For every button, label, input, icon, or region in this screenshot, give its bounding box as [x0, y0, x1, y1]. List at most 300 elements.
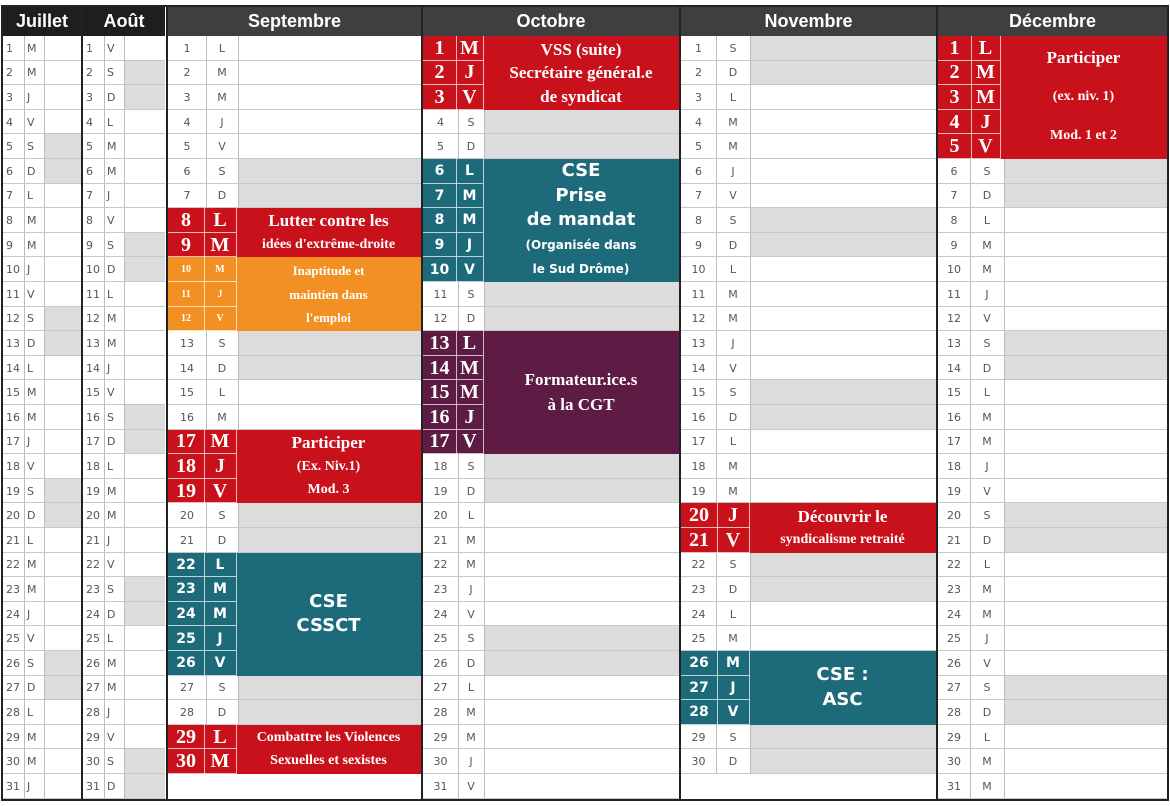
- event-divider: [204, 651, 205, 676]
- cell-divider: [24, 208, 25, 233]
- cell-divider: [238, 503, 239, 528]
- column-border: [936, 6, 938, 799]
- cell-divider: [206, 184, 207, 209]
- cell-divider: [24, 405, 25, 430]
- cell-divider: [716, 159, 717, 184]
- day-number: 23: [691, 582, 706, 596]
- day-number: 27: [947, 681, 961, 695]
- cell-divider: [24, 36, 25, 61]
- cell-divider: [124, 651, 125, 676]
- cell-divider: [716, 36, 717, 61]
- cell-divider: [1004, 356, 1005, 381]
- event-divider: [456, 36, 457, 61]
- weekend-cell: [124, 749, 165, 774]
- day-number: 3: [183, 90, 191, 104]
- day-number: 5: [183, 140, 191, 154]
- cell-divider: [484, 577, 485, 602]
- cell-divider: [716, 85, 717, 110]
- cell-divider: [238, 85, 239, 110]
- day-number: 28: [6, 705, 20, 719]
- event-divider: [204, 430, 205, 455]
- event-day-number: 16: [429, 405, 450, 428]
- cell-divider: [484, 134, 485, 159]
- cell-divider: [104, 159, 105, 184]
- weekend-cell: [44, 651, 81, 676]
- weekday-letter: L: [983, 730, 991, 744]
- event-weekday: M: [215, 264, 225, 276]
- event-title: [236, 208, 421, 257]
- day-number: 12: [691, 312, 706, 326]
- cell-divider: [750, 307, 751, 332]
- weekday-letter: M: [982, 263, 992, 277]
- weekday-letter: M: [27, 558, 37, 572]
- cell-divider: [1004, 184, 1005, 209]
- weekday-letter: M: [107, 312, 117, 326]
- event-day-number: 3: [949, 85, 960, 108]
- event-title-line: à la CGT: [547, 394, 615, 414]
- day-number: 28: [947, 705, 961, 719]
- day-number: 11: [691, 287, 706, 301]
- weekday-letter: M: [27, 386, 37, 400]
- cell-divider: [1004, 626, 1005, 651]
- weekday-letter: S: [467, 115, 475, 129]
- cell-divider: [458, 553, 459, 578]
- weekday-letter: J: [107, 361, 111, 375]
- day-number: 20: [86, 509, 100, 523]
- cell-divider: [458, 503, 459, 528]
- weekday-letter: M: [982, 607, 992, 621]
- weekend-cell: [1004, 184, 1167, 209]
- weekday-letter: D: [217, 705, 227, 719]
- weekday-letter: M: [982, 435, 992, 449]
- cell-divider: [44, 503, 45, 528]
- cell-divider: [104, 331, 105, 356]
- day-number: 4: [6, 115, 13, 129]
- cell-divider: [44, 479, 45, 504]
- cell-divider: [484, 454, 485, 479]
- weekday-letter: J: [731, 164, 735, 178]
- cell-divider: [24, 528, 25, 553]
- day-number: 19: [691, 484, 706, 498]
- cell-divider: [104, 503, 105, 528]
- cell-divider: [750, 749, 751, 774]
- day-number: 19: [86, 484, 100, 498]
- event-day-number: 4: [949, 110, 960, 133]
- cell-divider: [124, 553, 125, 578]
- day-number: 18: [6, 459, 20, 473]
- event-day-number: 29: [176, 725, 196, 748]
- cell-divider: [750, 282, 751, 307]
- event-day-number: 19: [176, 479, 196, 502]
- event-day-number: 28: [689, 704, 709, 721]
- event-divider: [456, 331, 457, 356]
- event-divider: [168, 675, 236, 676]
- cell-divider: [44, 553, 45, 578]
- cell-divider: [970, 626, 971, 651]
- cell-divider: [458, 454, 459, 479]
- cell-divider: [44, 233, 45, 258]
- cell-divider: [484, 553, 485, 578]
- cell-divider: [24, 85, 25, 110]
- cell-divider: [44, 577, 45, 602]
- day-number: 13: [86, 336, 100, 350]
- event-weekday: M: [726, 655, 740, 672]
- cell-divider: [716, 331, 717, 356]
- event-day-number: 1: [949, 36, 960, 59]
- weekend-cell: [124, 233, 165, 258]
- event-divider: [717, 700, 718, 725]
- event-day-number: 7: [434, 187, 445, 204]
- cell-divider: [970, 553, 971, 578]
- event-weekday: M: [462, 212, 477, 229]
- day-number: 23: [6, 582, 20, 596]
- weekday-letter: S: [27, 484, 34, 498]
- weekend-cell: [1004, 356, 1167, 381]
- weekday-letter: V: [467, 779, 475, 793]
- weekday-letter: D: [466, 656, 476, 670]
- cell-divider: [716, 725, 717, 750]
- weekend-cell: [1004, 528, 1167, 553]
- day-number: 14: [947, 361, 961, 375]
- weekday-letter: S: [467, 632, 475, 646]
- weekday-letter: S: [107, 238, 114, 252]
- cell-divider: [1004, 774, 1005, 799]
- weekday-letter: V: [27, 287, 35, 301]
- weekend-cell: [484, 307, 679, 332]
- cell-divider: [458, 307, 459, 332]
- event-day-number: 17: [429, 430, 450, 453]
- event-divider: [204, 479, 205, 504]
- weekday-letter: S: [729, 213, 737, 227]
- cell-divider: [716, 61, 717, 86]
- event-weekday: L: [465, 163, 474, 180]
- event-weekday: M: [460, 381, 479, 404]
- weekday-letter: J: [985, 459, 989, 473]
- event-day-number: 27: [689, 679, 709, 696]
- cell-divider: [206, 676, 207, 701]
- event-weekday: J: [217, 288, 223, 300]
- cell-divider: [970, 454, 971, 479]
- cell-divider: [24, 134, 25, 159]
- day-number: 15: [947, 386, 961, 400]
- event-divider: [204, 725, 205, 750]
- cell-divider: [44, 774, 45, 799]
- cell-divider: [124, 110, 125, 135]
- weekday-letter: D: [217, 189, 227, 203]
- event-divider: [938, 158, 1000, 159]
- cell-divider: [104, 85, 105, 110]
- event-weekday: M: [213, 606, 227, 623]
- day-number: 1: [86, 41, 93, 55]
- cell-divider: [206, 159, 207, 184]
- cell-divider: [24, 626, 25, 651]
- cell-divider: [24, 774, 25, 799]
- cell-divider: [104, 553, 105, 578]
- weekday-letter: D: [107, 263, 116, 277]
- event-divider: [456, 184, 457, 209]
- weekday-letter: S: [107, 755, 114, 769]
- cell-divider: [716, 208, 717, 233]
- cell-divider: [716, 553, 717, 578]
- weekday-letter: L: [107, 459, 114, 473]
- day-number: 7: [183, 189, 191, 203]
- cell-divider: [1004, 577, 1005, 602]
- cell-divider: [970, 430, 971, 455]
- day-number: 20: [947, 509, 961, 523]
- weekday-letter: J: [107, 705, 111, 719]
- cell-divider: [750, 331, 751, 356]
- weekday-letter: M: [107, 164, 117, 178]
- day-number: 8: [86, 213, 93, 227]
- day-number: 11: [433, 287, 448, 301]
- cell-divider: [484, 749, 485, 774]
- weekday-letter: S: [729, 558, 737, 572]
- event-weekday: J: [215, 454, 225, 477]
- cell-divider: [206, 110, 207, 135]
- day-number: 26: [947, 656, 961, 670]
- event-day-number: 1: [434, 36, 445, 59]
- day-number: 16: [86, 410, 100, 424]
- event-weekday: M: [462, 187, 477, 204]
- day-number: 28: [433, 705, 448, 719]
- event-divider: [717, 651, 718, 676]
- day-number: 29: [691, 730, 706, 744]
- event-title-line: Sexuelles et sexistes: [270, 753, 387, 769]
- weekday-letter: M: [728, 484, 738, 498]
- weekend-cell: [124, 577, 165, 602]
- weekday-letter: D: [982, 361, 992, 375]
- weekend-cell: [484, 134, 679, 159]
- event-weekday: V: [725, 528, 741, 551]
- day-number: 20: [433, 509, 448, 523]
- cell-divider: [1004, 233, 1005, 258]
- day-number: 2: [695, 66, 702, 80]
- day-number: 7: [695, 189, 702, 203]
- event-title: [749, 651, 936, 725]
- cell-divider: [124, 36, 125, 61]
- weekday-letter: L: [107, 115, 114, 129]
- weekday-letter: J: [469, 755, 473, 769]
- weekend-cell: [750, 61, 936, 86]
- event-weekday: M: [976, 85, 995, 108]
- event-divider: [204, 233, 205, 258]
- weekday-letter: L: [27, 705, 34, 719]
- event-weekday: J: [730, 679, 736, 696]
- cell-divider: [970, 257, 971, 282]
- cell-divider: [458, 528, 459, 553]
- day-number: 28: [180, 705, 194, 719]
- cell-divider: [1004, 725, 1005, 750]
- weekday-letter: S: [983, 336, 991, 350]
- cell-divider: [24, 430, 25, 455]
- cell-divider: [24, 725, 25, 750]
- cell-divider: [238, 700, 239, 725]
- weekend-cell: [750, 36, 936, 61]
- event-title-line: Participer: [291, 433, 366, 453]
- event-weekday: V: [216, 313, 224, 325]
- cell-divider: [24, 503, 25, 528]
- cell-divider: [458, 651, 459, 676]
- event-divider: [456, 85, 457, 110]
- event-divider: [168, 773, 236, 774]
- event-day-number: 26: [689, 655, 709, 672]
- weekday-letter: L: [467, 509, 475, 523]
- cell-divider: [124, 282, 125, 307]
- day-number: 4: [183, 115, 191, 129]
- event-divider: [168, 502, 236, 503]
- event-title: [236, 553, 421, 676]
- weekday-letter: D: [217, 533, 227, 547]
- cell-divider: [206, 380, 207, 405]
- weekday-letter: L: [27, 361, 34, 375]
- day-number: 15: [86, 386, 100, 400]
- weekday-letter: V: [107, 41, 115, 55]
- day-number: 19: [433, 484, 448, 498]
- weekday-letter: J: [469, 582, 473, 596]
- weekday-letter: S: [27, 140, 34, 154]
- weekend-cell: [238, 356, 421, 381]
- cell-divider: [124, 257, 125, 282]
- cell-divider: [970, 479, 971, 504]
- cell-divider: [24, 749, 25, 774]
- event-divider: [204, 626, 205, 651]
- event-weekday: M: [210, 233, 230, 256]
- weekend-cell: [750, 577, 936, 602]
- day-number: 25: [6, 632, 20, 646]
- day-number: 27: [433, 681, 448, 695]
- weekend-cell: [238, 184, 421, 209]
- weekday-letter: M: [728, 140, 738, 154]
- cell-divider: [24, 282, 25, 307]
- cell-divider: [1004, 307, 1005, 332]
- cell-divider: [970, 774, 971, 799]
- cell-divider: [24, 651, 25, 676]
- cell-divider: [970, 331, 971, 356]
- weekday-letter: M: [982, 755, 992, 769]
- cell-divider: [484, 651, 485, 676]
- cell-divider: [24, 577, 25, 602]
- day-number: 30: [691, 755, 706, 769]
- event-title-line: Découvrir le: [797, 506, 888, 526]
- cell-divider: [44, 405, 45, 430]
- weekend-cell: [1004, 159, 1167, 184]
- cell-divider: [124, 331, 125, 356]
- weekend-cell: [750, 233, 936, 258]
- event-divider: [423, 281, 483, 282]
- cell-divider: [124, 208, 125, 233]
- cell-divider: [24, 676, 25, 701]
- weekday-letter: L: [467, 681, 475, 695]
- cell-divider: [716, 307, 717, 332]
- cell-divider: [750, 257, 751, 282]
- cell-divider: [750, 626, 751, 651]
- cell-divider: [238, 61, 239, 86]
- weekday-letter: D: [107, 435, 116, 449]
- event-weekday: M: [976, 61, 995, 84]
- cell-divider: [484, 110, 485, 135]
- weekend-cell: [124, 85, 165, 110]
- cell-divider: [104, 208, 105, 233]
- event-title: [483, 159, 679, 282]
- cell-divider: [124, 85, 125, 110]
- weekend-cell: [124, 774, 165, 799]
- day-number: 3: [86, 90, 93, 104]
- event-weekday: M: [210, 430, 230, 453]
- weekday-letter: M: [107, 656, 117, 670]
- event-weekday: J: [217, 630, 223, 647]
- day-number: 1: [695, 41, 702, 55]
- day-number: 12: [86, 312, 100, 326]
- cell-divider: [484, 725, 485, 750]
- weekday-letter: M: [466, 533, 476, 547]
- day-number: 6: [86, 164, 93, 178]
- cell-divider: [750, 430, 751, 455]
- weekday-letter: S: [218, 164, 226, 178]
- weekend-cell: [750, 405, 936, 430]
- weekday-letter: V: [983, 656, 991, 670]
- day-number: 15: [6, 386, 20, 400]
- event-weekday: J: [464, 61, 475, 84]
- weekday-letter: L: [729, 263, 737, 277]
- event-divider: [717, 503, 718, 528]
- weekday-letter: M: [27, 66, 37, 80]
- weekday-letter: S: [729, 41, 737, 55]
- event-day-number: 3: [434, 85, 445, 108]
- cell-divider: [970, 282, 971, 307]
- cell-divider: [716, 626, 717, 651]
- weekday-letter: J: [27, 607, 31, 621]
- cell-divider: [458, 676, 459, 701]
- day-number: 27: [86, 681, 100, 695]
- cell-divider: [238, 356, 239, 381]
- cell-divider: [970, 208, 971, 233]
- event-weekday: M: [213, 581, 227, 598]
- event-divider: [456, 233, 457, 258]
- event-day-number: 30: [176, 750, 196, 773]
- event-day-number: 2: [434, 61, 445, 84]
- weekday-letter: L: [218, 386, 226, 400]
- cell-divider: [970, 749, 971, 774]
- cell-divider: [124, 454, 125, 479]
- cell-divider: [458, 282, 459, 307]
- day-number: 13: [6, 336, 20, 350]
- day-number: 10: [6, 263, 20, 277]
- cell-divider: [44, 356, 45, 381]
- weekday-letter: M: [728, 632, 738, 646]
- cell-divider: [124, 159, 125, 184]
- event-divider: [456, 405, 457, 430]
- cell-divider: [716, 405, 717, 430]
- event-title-line: Combattre les Violences: [256, 730, 401, 746]
- cell-divider: [458, 602, 459, 627]
- event-day-number: 9: [434, 237, 445, 254]
- cell-divider: [124, 774, 125, 799]
- weekday-letter: M: [27, 410, 37, 424]
- cell-divider: [44, 700, 45, 725]
- cell-divider: [104, 651, 105, 676]
- day-number: 16: [180, 410, 194, 424]
- cell-divider: [716, 454, 717, 479]
- weekday-letter: L: [27, 189, 34, 203]
- cell-divider: [24, 233, 25, 258]
- day-number: 30: [6, 755, 20, 769]
- cell-divider: [104, 479, 105, 504]
- weekday-letter: V: [467, 607, 475, 621]
- event-divider: [456, 356, 457, 381]
- day-number: 22: [433, 558, 448, 572]
- cell-divider: [458, 749, 459, 774]
- weekday-letter: M: [466, 705, 476, 719]
